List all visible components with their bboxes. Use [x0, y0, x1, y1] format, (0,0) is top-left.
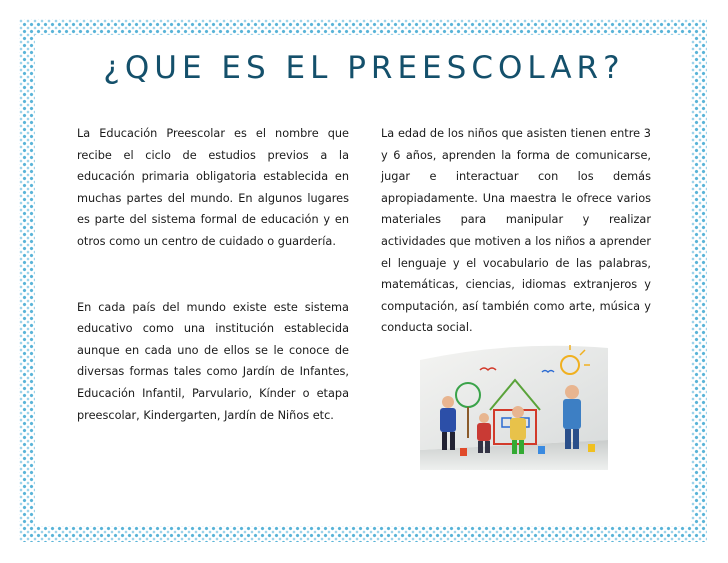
children-painting-photo: [420, 340, 608, 470]
right-column: [381, 123, 651, 339]
left-paragraph-2: En cada país del mundo existe este sistema educativo como una institución establecida aunque en cada uno de ellos se le conoce de diversas formas tales como Jardín de Infantes, Educación Infantil, Parvulario, Kínder o etapa preescolar, Kindergarten, Jardín de Niños etc.: [77, 300, 349, 422]
left-column: [77, 123, 349, 426]
left-paragraph-1: La Educación Preescolar es el nombre que recibe el ciclo de estudios previos a la educación primaria obligatoria establecida en muchas partes del mundo. En algunos lugares es parte del sistema formal de educación y en otros como un centro de cuidado o guardería.: [77, 127, 349, 248]
right-paragraph-1: La edad de los niños que asisten tienen entre 3 y 6 años, aprenden la forma de comunicarse, jugar e interactuar con los demás apropiadamente. Una maestra le ofrece varios materiales para manipular y realizar actividades que motiven a los niños a aprender el lenguaje y el vocabulario de las palabras, matemáticas, ciencias, idiomas extranjeros y computación, así también como arte, música y conducta social.: [381, 127, 651, 335]
page-title: ¿QUE ES EL PREESCOLAR?: [103, 50, 625, 86]
